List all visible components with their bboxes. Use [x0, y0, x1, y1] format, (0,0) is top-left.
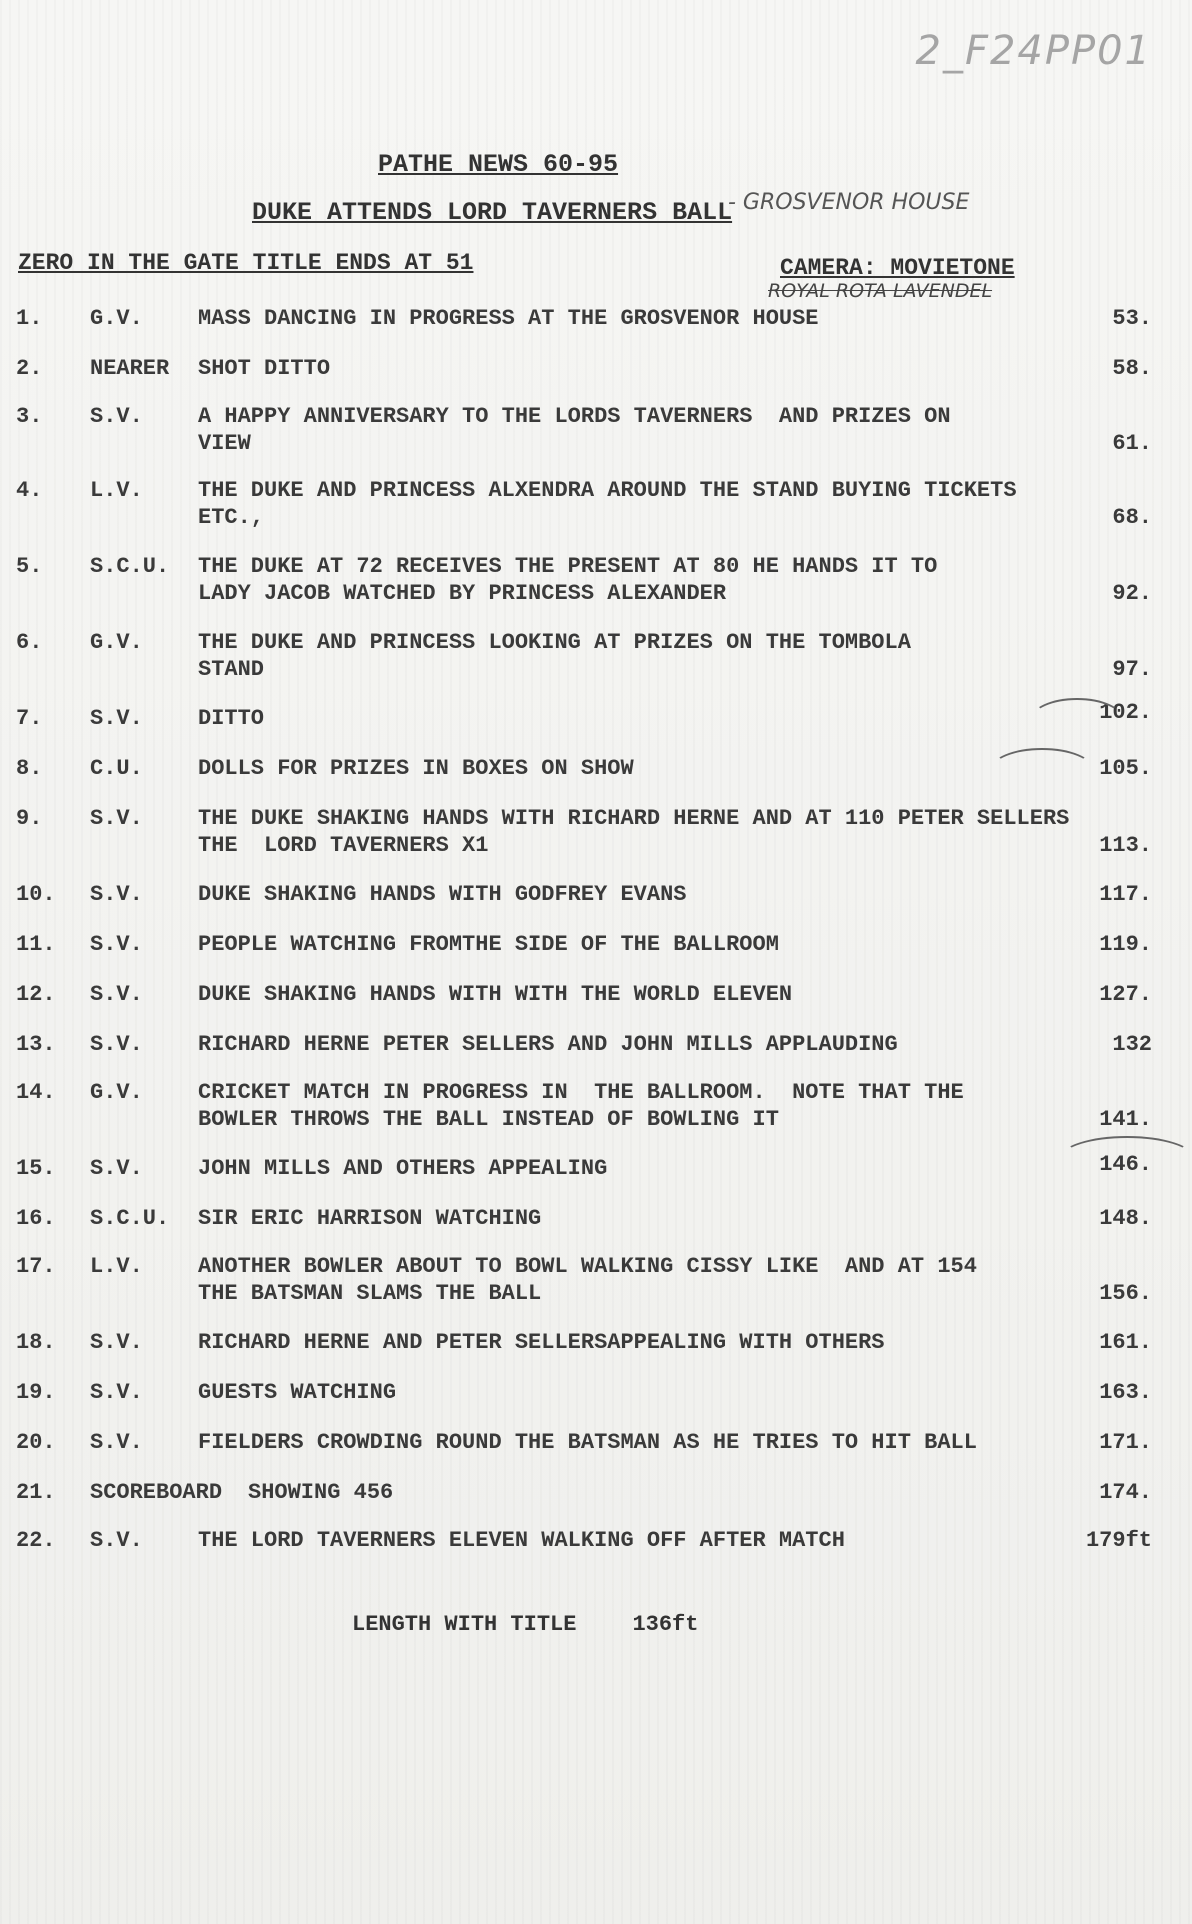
shot-number: 1.	[16, 306, 43, 331]
shot-description: CRICKET MATCH IN PROGRESS IN THE BALLROOM. NOTE THAT THE BOWLER THROWS THE BALL INSTEAD OF BOWLING IT	[198, 1080, 964, 1132]
pencil-bracket-mark	[1060, 1136, 1192, 1180]
footage-count: 119.	[1099, 932, 1152, 957]
shot-type: S.V.	[90, 982, 143, 1007]
shot-description: DOLLS FOR PRIZES IN BOXES ON SHOW	[198, 756, 634, 781]
shot-type: S.V.	[90, 1380, 143, 1405]
footage-count: 179ft	[1085, 1528, 1152, 1553]
shot-type: S.V.	[90, 1430, 143, 1455]
reference-number: 2_F24PP01	[915, 28, 1152, 74]
footage-count: 141.	[1099, 1107, 1152, 1132]
length-label: LENGTH WITH TITLE	[352, 1612, 577, 1637]
footage-count: 127.	[1099, 982, 1152, 1007]
shot-description: DUKE SHAKING HANDS WITH GODFREY EVANS	[198, 882, 687, 907]
shot-description: SHOWING 456	[248, 1480, 394, 1505]
shot-description: DITTO	[198, 706, 265, 731]
footage-count: 117.	[1099, 882, 1152, 907]
shot-number: 13.	[16, 1032, 56, 1057]
footage-count: 146.	[1099, 1152, 1152, 1177]
shot-description: DUKE SHAKING HANDS WITH WITH THE WORLD ELEVEN	[198, 982, 793, 1007]
shot-type: S.V.	[90, 1330, 143, 1355]
shot-number: 18.	[16, 1330, 56, 1355]
footage-count: 132	[1112, 1032, 1152, 1057]
shot-description: THE DUKE AT 72 RECEIVES THE PRESENT AT 80 HE HANDS IT TO LADY JACOB WATCHED BY PRINCESS ALEXANDER	[198, 554, 938, 606]
shot-number: 21.	[16, 1480, 56, 1505]
pencil-bracket-mark	[1030, 698, 1124, 742]
shot-description: PEOPLE WATCHING FROMTHE SIDE OF THE BALLROOM	[198, 932, 779, 957]
shot-type: C.U.	[90, 756, 143, 781]
length-value: 136ft	[632, 1612, 699, 1637]
shot-number: 17.	[16, 1254, 56, 1279]
shot-type: G.V.	[90, 1080, 143, 1105]
shot-number: 5.	[16, 554, 43, 579]
footage-count: 171.	[1099, 1430, 1152, 1455]
shot-type: S.V.	[90, 1156, 143, 1181]
shot-type: S.V.	[90, 1032, 143, 1057]
shot-number: 8.	[16, 756, 43, 781]
story-title: DUKE ATTENDS LORD TAVERNERS BALL	[252, 198, 733, 227]
footage-count: 113.	[1099, 833, 1152, 858]
shot-description: SHOT DITTO	[198, 356, 331, 381]
shot-number: 19.	[16, 1380, 56, 1405]
shot-number: 2.	[16, 356, 43, 381]
footage-count: 97.	[1112, 657, 1152, 682]
shot-number: 20.	[16, 1430, 56, 1455]
shot-description: THE DUKE AND PRINCESS LOOKING AT PRIZES ON THE TOMBOLA STAND	[198, 630, 911, 682]
zero-gate-line: ZERO IN THE GATE TITLE ENDS AT 51	[18, 250, 474, 276]
total-length	[352, 1612, 698, 1637]
footage-count: 105.	[1099, 756, 1152, 781]
camera-credit: CAMERA: MOVIETONE	[780, 255, 1015, 281]
shot-description: JOHN MILLS AND OTHERS APPEALING	[198, 1156, 608, 1181]
shot-description: SIR ERIC HARRISON WATCHING	[198, 1206, 542, 1231]
footage-count: 156.	[1099, 1281, 1152, 1306]
shot-type: S.V.	[90, 404, 143, 429]
shot-type: S.V.	[90, 932, 143, 957]
shot-type: L.V.	[90, 1254, 143, 1279]
shot-description: RICHARD HERNE AND PETER SELLERSAPPEALING WITH OTHERS	[198, 1330, 885, 1355]
shot-type: S.V.	[90, 706, 143, 731]
shot-description: RICHARD HERNE PETER SELLERS AND JOHN MILLS APPLAUDING	[198, 1032, 898, 1057]
shot-number: 6.	[16, 630, 43, 655]
shot-number: 9.	[16, 806, 43, 831]
shot-description: A HAPPY ANNIVERSARY TO THE LORDS TAVERNERS AND PRIZES ON VIEW	[198, 404, 951, 456]
shot-description: ANOTHER BOWLER ABOUT TO BOWL WALKING CISSY LIKE AND AT 154 THE BATSMAN SLAMS THE BALL	[198, 1254, 977, 1306]
shot-type: S.V.	[90, 882, 143, 907]
shot-description: FIELDERS CROWDING ROUND THE BATSMAN AS HE TRIES TO HIT BALL	[198, 1430, 977, 1455]
footage-count: 61.	[1112, 431, 1152, 456]
shot-number: 16.	[16, 1206, 56, 1231]
shot-number: 10.	[16, 882, 56, 907]
footage-count: 174.	[1099, 1480, 1152, 1505]
pencil-bracket-mark	[990, 748, 1094, 792]
footage-count: 53.	[1112, 306, 1152, 331]
shot-type: G.V.	[90, 306, 143, 331]
shot-description: THE DUKE AND PRINCESS ALXENDRA AROUND THE STAND BUYING TICKETS ETC.,	[198, 478, 1017, 530]
handwritten-camera-note: ROYAL ROTA LAVENDEL	[768, 280, 993, 302]
shot-number: 7.	[16, 706, 43, 731]
shot-type: G.V.	[90, 630, 143, 655]
shot-number: 3.	[16, 404, 43, 429]
shot-number: 4.	[16, 478, 43, 503]
shot-description: THE LORD TAVERNERS ELEVEN WALKING OFF AFTER MATCH	[198, 1528, 845, 1553]
handwritten-location: - GROSVENOR HOUSE	[728, 190, 970, 215]
footage-count: 68.	[1112, 505, 1152, 530]
shot-number: 12.	[16, 982, 56, 1007]
shot-type: L.V.	[90, 478, 143, 503]
shot-description: GUESTS WATCHING	[198, 1380, 397, 1405]
shot-description: THE DUKE SHAKING HANDS WITH RICHARD HERNE AND AT 110 PETER SELLERS THE LORD TAVERNERS X1	[198, 806, 1070, 858]
shot-number: 14.	[16, 1080, 56, 1105]
footage-count: 148.	[1099, 1206, 1152, 1231]
shot-description: MASS DANCING IN PROGRESS AT THE GROSVENOR HOUSE	[198, 306, 819, 331]
footage-count: 161.	[1099, 1330, 1152, 1355]
footage-count: 92.	[1112, 581, 1152, 606]
shot-number: 15.	[16, 1156, 56, 1181]
shot-type: SCOREBOARD	[90, 1480, 223, 1505]
footage-count: 102.	[1099, 700, 1152, 725]
shot-type: S.C.U.	[90, 554, 170, 579]
shot-number: 11.	[16, 932, 56, 957]
shot-type: S.C.U.	[90, 1206, 170, 1231]
shot-type: NEARER	[90, 356, 170, 381]
footage-count: 58.	[1112, 356, 1152, 381]
footage-count: 163.	[1099, 1380, 1152, 1405]
document-title: PATHE NEWS 60-95	[378, 150, 619, 179]
shot-type: S.V.	[90, 806, 143, 831]
shot-number: 22.	[16, 1528, 56, 1553]
shot-type: S.V.	[90, 1528, 143, 1553]
